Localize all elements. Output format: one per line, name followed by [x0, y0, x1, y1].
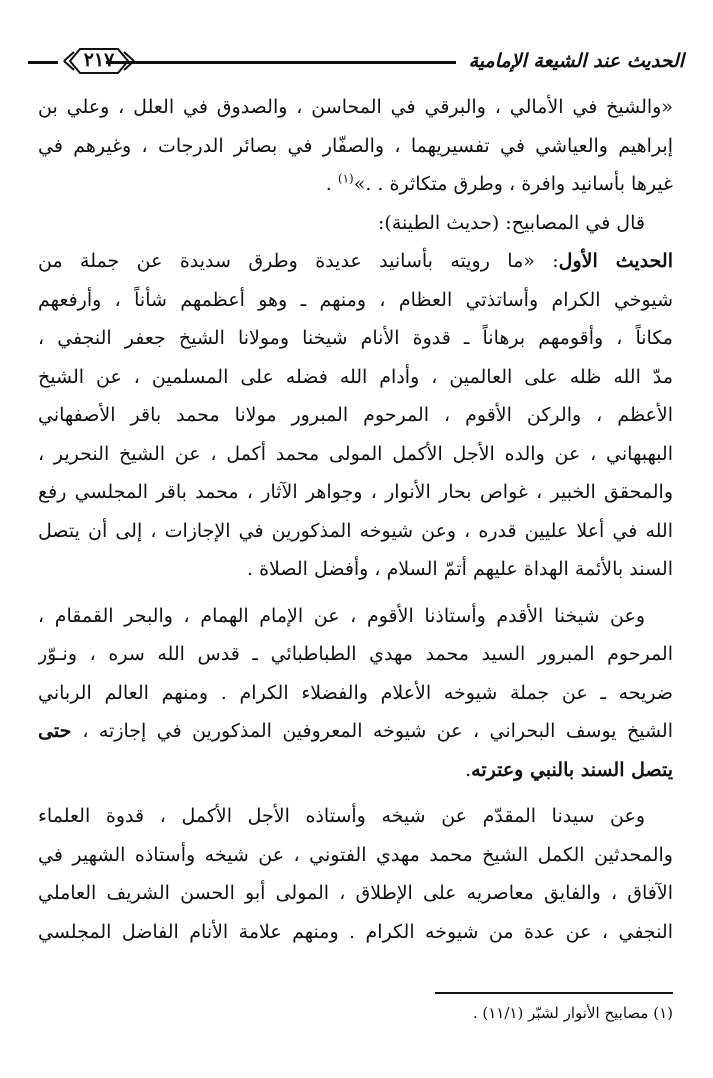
line-text: إبراهيم والعياشي في تفسيريهما ، والصفّار في بصائر الدرجات ، وغيرهم في	[38, 134, 673, 157]
text-line	[38, 550, 673, 589]
text-line	[38, 396, 673, 435]
line-text: وعن شيخنا الأقدم وأستاذنا الأقوم ، عن الإمام الهمام ، والبحر القمقام ،	[38, 604, 645, 627]
line-text: شيوخي الكرام وأساتذتي العظام ، ومنهم ـ وهو أعظمهم شأناً ، وأرفعهم	[38, 288, 673, 311]
bold-heading: الحديث الأول	[558, 250, 673, 272]
text-line	[38, 319, 673, 358]
line-text: الآفاق ، والفايق معاصريه على الإطلاق ، المولى أبو الحسن الشريف العاملي	[38, 882, 673, 904]
text-line	[38, 674, 673, 713]
text-line	[38, 597, 673, 636]
text-line	[38, 751, 673, 790]
page-number-ornament	[60, 44, 138, 78]
text-line	[38, 797, 673, 836]
text-line	[38, 165, 673, 204]
text-line	[38, 712, 673, 751]
text-line	[38, 512, 673, 551]
line-text: غيرها بأسانيد وافرة ، وطرق متكاثرة . .»	[353, 173, 673, 195]
text-line	[38, 473, 673, 512]
punctuation: .	[325, 173, 338, 195]
text-line	[38, 836, 673, 875]
text-line	[38, 874, 673, 913]
bold-phrase: حتى	[38, 720, 83, 742]
line-text: الله في أعلا عليين قدره ، وعن شيوخه المذكورين في الإجازات ، إلى أن يتصل	[38, 519, 673, 542]
line-text: «والشيخ في الأمالي ، والبرقي في المحاسن ، والصدوق في العلل ، وعلي بن	[38, 96, 673, 118]
text-line	[38, 204, 673, 243]
footnote: (١) مصابيح الأنوار لشبّر (١١/١) .	[472, 1004, 673, 1022]
paragraph-gap	[38, 789, 673, 797]
paragraph-gap	[38, 589, 673, 597]
line-text: الأعظم ، والركن الأقوم ، المرحوم المبرور مولانا محمد باقر الأصفهاني	[38, 404, 673, 426]
line-text: وعن سيدنا المقدّم عن شيخه وأستاذه الأجل الأكمل ، قدوة العلماء	[38, 805, 645, 827]
line-text: والمحدثين الكمل الشيخ محمد مهدي الفتوني ، عن شيخه وأستاذه الشهير في	[38, 843, 673, 866]
footnote-reference[interactable]: (١)	[337, 171, 354, 186]
line-text: الشيخ يوسف البحراني ، عن شيوخه المعروفين المذكورين في إجازته ،	[82, 720, 673, 742]
line-text: مكاناً ، وأقومهم برهاناً ـ قدوة الأنام شيخنا ومولانا الشيخ جعفر النجفي ،	[38, 327, 673, 349]
text-line	[38, 242, 673, 281]
line-text: البهبهاني ، عن والده الأجل الأكمل المولى محمد أكمل ، عن الشيخ النحرير ،	[38, 442, 673, 465]
punctuation: .	[465, 758, 472, 781]
line-text: : «ما رويته بأسانيد عديدة وطرق سديدة عن جملة من	[38, 250, 559, 272]
text-line	[38, 358, 673, 397]
text-line	[38, 281, 673, 320]
line-text: والمحقق الخبير ، غواص بحار الأنوار ، وجواهر الآثار ، محمد باقر المجلسي رفع	[38, 481, 673, 503]
line-text: السند بالأئمة الهداة عليهم أتمّ السلام ، وأفضل الصلاة .	[247, 558, 673, 580]
text-line	[38, 88, 673, 127]
text-line	[38, 435, 673, 474]
bold-heading: يتصل السند بالنبي وعترته	[471, 758, 673, 781]
line-text: قال في المصابيح: (حديث الطينة):	[378, 211, 645, 234]
header-rule-left	[28, 61, 58, 64]
running-title: الحديث عند الشيعة الإمامية	[468, 50, 684, 72]
page-number: ٢١٧	[83, 49, 115, 71]
footnote-separator	[435, 992, 673, 994]
line-text: ضريحه ـ عن جملة شيوخه الأعلام والفضلاء الكرام . ومنهم العالم الرباني	[38, 681, 673, 704]
line-text: المرحوم المبرور السيد محمد مهدي الطباطبائي ـ قدس الله سره ، ونـوّر	[38, 643, 673, 665]
page-header	[28, 44, 684, 80]
header-rule	[106, 61, 456, 64]
text-line	[38, 913, 673, 952]
body-text	[38, 88, 673, 951]
line-text: مدّ الله ظله على العالمين ، وأدام الله فضله على المسلمين ، عن الشيخ	[38, 365, 673, 388]
text-line	[38, 635, 673, 674]
text-line	[38, 127, 673, 166]
line-text: النجفي ، عن عدة من شيوخه الكرام . ومنهم علامة الأنام الفاضل المجلسي	[38, 920, 673, 943]
